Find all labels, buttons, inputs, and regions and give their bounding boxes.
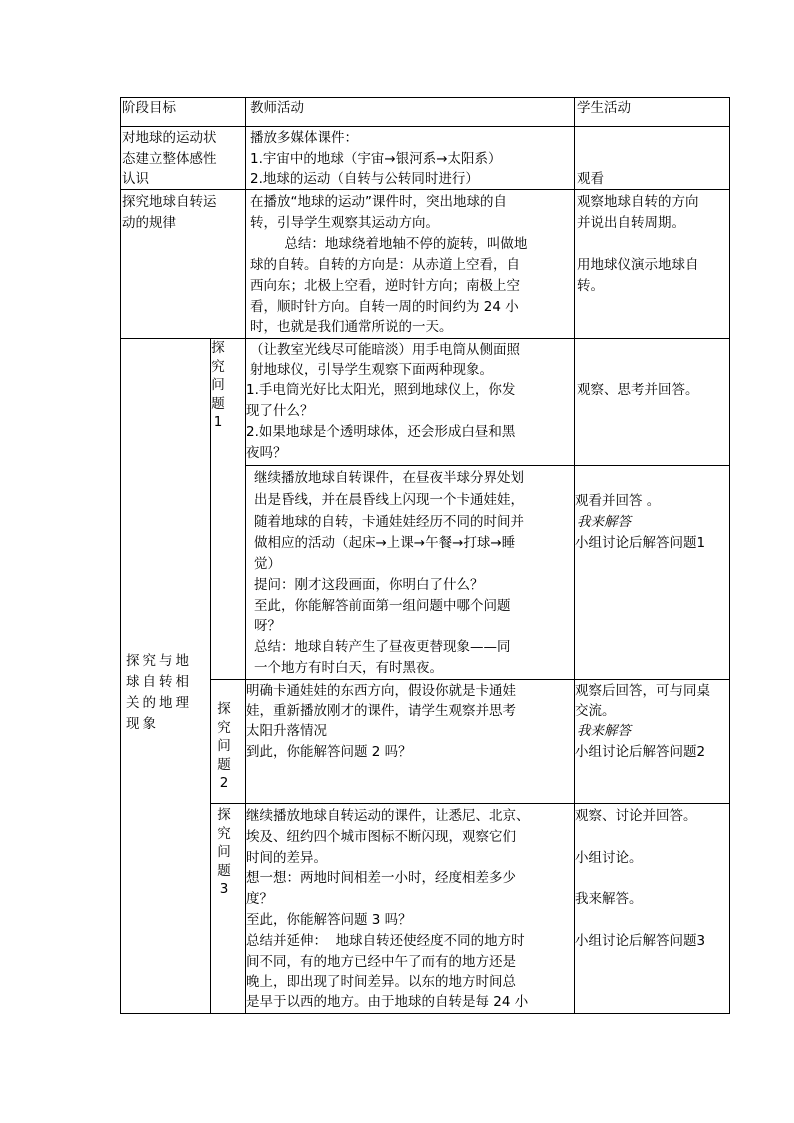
section-goal-line3: 关的地理 [126, 695, 192, 711]
q2-student-line4: 小组讨论后解答问题2 [575, 744, 706, 760]
row1-teacher-line2: 1.宇宙中的地球（宇宙→银河系→太阳系） [250, 151, 502, 167]
row1-student: 观看 [577, 171, 604, 187]
row1-goal-line2: 态建立整体感性 [122, 151, 217, 167]
q1a-student: 观察、思考并回答。 [577, 382, 699, 398]
q1b-teacher-line9: 总结：地球自转产生了昼夜更替现象——同 [254, 639, 511, 655]
q3-student-line4: 小组讨论后解答问题3 [575, 933, 706, 949]
q2-teacher-line1: 明确卡通娃娃的东西方向，假设你就是卡通娃 [246, 683, 516, 699]
table-line-col3 [574, 97, 575, 1014]
row1-goal-line1: 对地球的运动状 [122, 130, 217, 146]
q1b-teacher-line8: 呀？ [254, 618, 281, 634]
q2-student-line2: 交流。 [575, 703, 616, 719]
row2-teacher-line6: 看，顺时针方向。自转一周的时间约为 24 小 [250, 299, 519, 315]
row1-goal-line3: 认识 [122, 171, 149, 187]
q3-teacher-line1: 继续播放地球自转运动的课件，让悉尼、北京、 [246, 808, 530, 824]
q1b-teacher-line4: 做相应的活动（起床→上课→午餐→打球→睡 [254, 535, 516, 551]
row2-teacher-line7: 时，也就是我们通常所说的一天。 [250, 319, 453, 335]
q3-teacher-line5: 度？ [246, 891, 273, 907]
row2-teacher-line1: 在播放“地球的运动”课件时，突出地球的自 [250, 194, 507, 210]
table-border-top [120, 97, 730, 98]
row2-student-line2: 并说出自转周期。 [577, 215, 685, 231]
q2-student-line1: 观察后回答，可与同桌 [575, 683, 710, 699]
row1-teacher-line1: 播放多媒体课件： [250, 130, 358, 146]
q1b-teacher-line3: 随着地球的自转，卡通娃娃经历不同的时间并 [254, 514, 524, 530]
table-line-q2 [210, 803, 730, 804]
row2-student-line5: 转。 [577, 278, 604, 294]
q3-teacher-line8: 间不同，有的地方已经中午了而有的地方还是 [246, 954, 516, 970]
q1b-student-line2: 我来解答 [577, 514, 631, 530]
q1b-teacher-line10: 一个地方有时白天，有时黑夜。 [254, 660, 443, 676]
table-border-left [120, 97, 121, 1014]
q3-student-line2: 小组讨论。 [575, 850, 643, 866]
q1a-teacher-line2: 射地球仪，引导学生观察下面两种现象。 [250, 362, 493, 378]
section-goal-line2: 球自转相 [126, 674, 192, 690]
table-line-q1a [245, 465, 730, 466]
row2-goal-line2: 动的规律 [122, 215, 176, 231]
table-border-right [729, 97, 730, 1014]
section-goal-line1: 探究与地 [126, 653, 192, 669]
q3-teacher-line9: 晚上，即出现了时间差异。以东的地方时间总 [246, 974, 516, 990]
q1b-teacher-line6: 提问：刚才这段画面，你明白了什么？ [254, 577, 484, 593]
q3-student-line1: 观察、讨论并回答。 [575, 808, 697, 824]
q3-teacher-line3: 时间的差异。 [246, 850, 327, 866]
header-teacher-activity: 教师活动 [250, 100, 304, 116]
q1b-student-line3: 小组讨论后解答问题1 [575, 535, 706, 551]
q3-label: 探究问题3 [217, 807, 231, 897]
row2-goal-line1: 探究地球自转运 [122, 194, 217, 210]
q2-teacher-line3: 太阳升落情况 [246, 723, 327, 739]
q1b-teacher-line1: 继续播放地球自转课件，在昼夜半球分界处划 [254, 470, 524, 486]
row2-student-line1: 观察地球自转的方向 [577, 194, 699, 210]
q2-label: 探究问题2 [217, 701, 231, 791]
q1a-teacher-line1: （让教室光线尽可能暗淡）用手电筒从侧面照 [250, 342, 520, 358]
row2-teacher-line5: 西向东；北极上空看，逆时针方向；南极上空 [250, 278, 520, 294]
q1a-teacher-line5: 2.如果地球是个透明球体，还会形成白昼和黑 [246, 424, 516, 440]
table-line-q1b [210, 679, 730, 680]
header-student-activity: 学生活动 [577, 100, 631, 116]
table-line-header [120, 126, 730, 127]
q1b-teacher-line5: 觉） [254, 556, 281, 572]
q3-student-line3: 我来解答。 [575, 891, 643, 907]
q2-student-line3: 我来解答 [577, 723, 631, 739]
q3-teacher-line10: 是早于以西的地方。由于地球的自转是每 24 小 [246, 994, 529, 1010]
q2-teacher-line4: 到此，你能解答问题 2 吗？ [246, 744, 412, 760]
section-goal-line4: 现象 [126, 716, 159, 732]
q1b-teacher-line7: 至此，你能解答前面第一组问题中哪个问题 [254, 598, 511, 614]
q3-teacher-line7: 总结并延伸： 地球自转还使经度不同的地方时 [246, 933, 525, 949]
q1a-teacher-line6: 夜吗？ [246, 445, 287, 461]
q3-teacher-line2: 埃及、纽约四个城市图标不断闪现，观察它们 [246, 829, 516, 845]
q1a-teacher-line4: 现了什么？ [246, 403, 314, 419]
q1b-student-line1: 观看并回答 。 [575, 493, 661, 509]
header-stage-goal: 阶段目标 [122, 100, 176, 116]
row1-teacher-line3: 2.地球的运动（自转与公转同时进行） [250, 171, 479, 187]
table-line-sub-q23 [210, 679, 211, 1013]
row2-teacher-line2: 转，引导学生观察其运动方向。 [250, 215, 439, 231]
q3-teacher-line6: 至此，你能解答问题 3 吗？ [246, 912, 412, 928]
row2-teacher-line4: 球的自转。自转的方向是：从赤道上空看，自 [250, 257, 520, 273]
q2-teacher-line2: 娃，重新播放刚才的课件，请学生观察并思考 [246, 703, 516, 719]
q1b-teacher-line2: 出是昏线，并在晨昏线上闪现一个卡通娃娃， [254, 492, 524, 508]
row2-student-line4: 用地球仪演示地球自 [577, 257, 699, 273]
table-border-bottom [120, 1013, 730, 1014]
q3-teacher-line4: 想一想：两地时间相差一小时，经度相差多少 [246, 870, 516, 886]
row2-teacher-line3: 总结：地球绕着地轴不停的旋转，叫做地 [250, 236, 528, 252]
q1-label: 探究问题1 [211, 340, 225, 430]
q1a-teacher-line3: 1.手电筒光好比太阳光，照到地球仪上，你发 [246, 382, 516, 398]
